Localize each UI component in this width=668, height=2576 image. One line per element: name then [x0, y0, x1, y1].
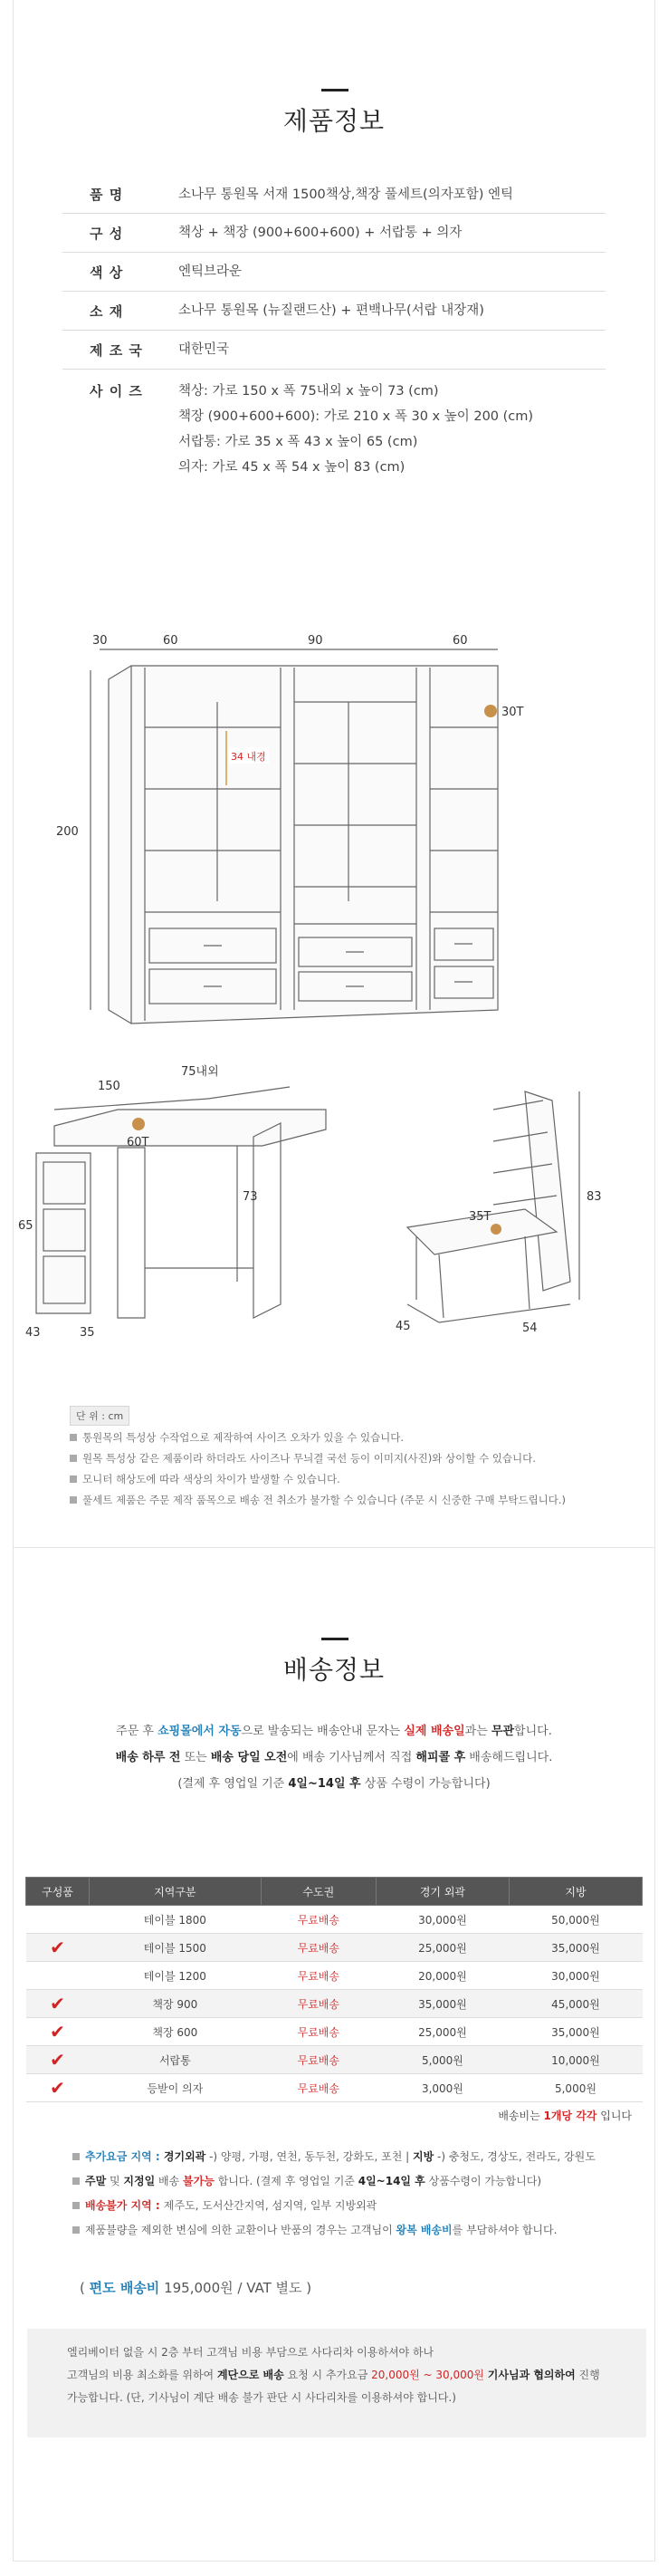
dim-line: [439, 1304, 570, 1322]
table-cell: 10,000원: [509, 2046, 642, 2074]
text: 및: [106, 2175, 124, 2187]
spec-line: 소나무 통원목 서재 1500책상,책장 풀세트(의자포함) 엔틱: [178, 187, 514, 202]
chair-back-post: [525, 1091, 570, 1291]
dim-line: [407, 1304, 439, 1322]
text-highlight: 해피콜 후: [415, 1751, 466, 1764]
unit-tag: 단 위 : cm: [70, 1406, 129, 1426]
text: 배송비는: [498, 2110, 544, 2122]
text-highlight: 쇼핑몰에서 자동: [157, 1725, 242, 1738]
check-cell: [26, 1962, 90, 1990]
dim-w2-label: 90: [308, 634, 323, 648]
text-highlight: 계단으로 배송: [216, 2369, 284, 2381]
each-note: [498, 2108, 632, 2123]
spec-value: [178, 379, 606, 480]
table-header: 지방: [509, 1878, 642, 1906]
check-cell: [26, 1906, 90, 1934]
spec-label: 품 명: [90, 187, 124, 203]
text: 배송해드립니다.: [465, 1751, 553, 1764]
info-line: [72, 2218, 652, 2243]
dim-height-label: 200: [56, 825, 79, 839]
notes: [70, 1427, 649, 1511]
stair-delivery-box: [27, 2329, 646, 2437]
table-row: [26, 1906, 643, 1934]
desk-drawing: [36, 1087, 326, 1318]
table-row: [26, 1934, 643, 1962]
table-cell: 30,000원: [376, 1906, 509, 1934]
square-bullet-icon: [72, 2202, 80, 2209]
table-header: 수도권: [261, 1878, 376, 1906]
delivery-intro-3: [0, 1773, 668, 1791]
table-cell: 35,000원: [376, 1990, 509, 2018]
square-bullet-icon: [72, 2226, 80, 2234]
table-row: [26, 2018, 643, 2046]
text: 를 부담하셔야 합니다.: [452, 2224, 558, 2236]
bookshelf-drawing: [91, 649, 498, 1024]
note-text: 풀세트 제품은 주문 제작 품목으로 배송 전 취소가 불가할 수 있습니다 (주문 시 신중한 구매 부탁드립니다.): [82, 1494, 567, 1506]
wood-dot: [491, 1224, 501, 1235]
text: 제주도, 도서산간지역, 섬지역, 일부 지방외곽: [163, 2199, 377, 2212]
table-cell: 35,000원: [509, 2018, 642, 2046]
text: -) 충청도, 경상도, 전라도, 강원도: [434, 2150, 596, 2163]
note-item: [70, 1448, 649, 1469]
info-line: [72, 2145, 652, 2169]
table-cell: 테이블 1500: [90, 1934, 262, 1962]
chair-thickness-label: 35T: [469, 1210, 491, 1224]
product-section-title: 제품정보: [282, 106, 386, 136]
spec-row-material: [62, 292, 606, 331]
dim-line: [208, 1087, 290, 1099]
square-bullet-icon: [70, 1496, 77, 1504]
table-cell: 5,000원: [376, 2046, 509, 2074]
wood-dot: [484, 705, 497, 717]
shelf-body: [109, 666, 498, 1024]
box-line: [67, 2364, 606, 2387]
delivery-info: [72, 2145, 652, 2243]
chair-leg: [525, 1236, 530, 1309]
note-item: [70, 1427, 649, 1448]
desk-width-label: 150: [98, 1080, 120, 1093]
text: 제품불량을 제외한 변심에 의한 교환이나 반품의 경우는 고객님이: [85, 2224, 396, 2236]
square-bullet-icon: [72, 2177, 80, 2185]
table-cell: 5,000원: [509, 2074, 642, 2102]
spec-row-name: [62, 175, 606, 214]
checkmark-icon: ✔: [50, 1937, 65, 1958]
spec-line: 책상 + 책장 (900+600+600) + 서랍통 + 의자: [178, 226, 463, 240]
spec-value: [178, 337, 606, 362]
section-divider: [13, 1547, 655, 1548]
spec-label: 구 성: [90, 225, 124, 242]
check-cell: [26, 2046, 90, 2074]
table-cell: 25,000원: [376, 2018, 509, 2046]
delivery-intro-1: [0, 1721, 668, 1738]
chair-depth-label: 45: [396, 1320, 411, 1333]
table-row: [26, 1962, 643, 1990]
text: 요청 시 추가요금: [283, 2369, 372, 2381]
desk-depth-label: 75내외: [181, 1065, 219, 1079]
check-cell: [26, 1934, 90, 1962]
text-highlight: 추가요금 지역 :: [85, 2150, 164, 2163]
text-highlight: 지방: [413, 2150, 434, 2163]
spec-line: 책장 (900+600+600): 가로 210 x 폭 30 x 높이 200 (cm): [178, 409, 534, 424]
table-cell: 무료배송: [261, 1990, 376, 2018]
text-highlight: 1개당 각각: [543, 2110, 597, 2122]
table-cell: 30,000원: [509, 1962, 642, 1990]
spec-row-size: [62, 370, 606, 485]
section-bar: [321, 1638, 348, 1640]
table-cell: 45,000원: [509, 1990, 642, 2018]
text: 고객님의 비용 최소화를 위하여: [67, 2369, 217, 2381]
spec-line: 의자: 가로 45 x 폭 54 x 높이 83 (cm): [178, 460, 406, 475]
delivery-section-title: 배송정보: [282, 1655, 386, 1685]
spec-line: 대한민국: [178, 342, 230, 357]
check-cell: [26, 2018, 90, 2046]
wood-dot: [132, 1118, 145, 1130]
info-line: [72, 2194, 652, 2218]
chair-width-label: 54: [522, 1322, 538, 1335]
spec-value: [178, 259, 606, 284]
text: 195,000원 / VAT 별도 ): [159, 2280, 312, 2296]
text: 에 배송 기사님께서 직접: [287, 1751, 416, 1764]
text: (: [80, 2280, 90, 2296]
table-cell: 등받이 의자: [90, 2074, 262, 2102]
table-body: [26, 1906, 643, 2102]
text-highlight: 배송 하루 전: [115, 1751, 181, 1764]
square-bullet-icon: [70, 1434, 77, 1441]
text: 배송: [155, 2175, 184, 2187]
spec-line: 서랍통: 가로 35 x 폭 43 x 높이 65 (cm): [178, 435, 418, 449]
drawer-height-label: 65: [18, 1219, 33, 1233]
drawer-depth-label: 43: [25, 1326, 41, 1340]
table-cell: 테이블 1800: [90, 1906, 262, 1934]
dim-line: [54, 1099, 208, 1110]
text-highlight: 실제 배송일: [404, 1725, 465, 1738]
text-highlight: 편도 배송비: [89, 2280, 160, 2296]
chair-drawing: [407, 1091, 579, 1322]
inner-dim-label: 34 내경: [231, 751, 266, 763]
spec-label: 제 조 국: [90, 341, 143, 359]
chair-leg: [439, 1254, 444, 1318]
text-highlight: 주말: [85, 2175, 107, 2187]
drawer-width-label: 35: [80, 1326, 95, 1340]
spec-label: 사 이 즈: [90, 383, 143, 399]
table-cell: 무료배송: [261, 2046, 376, 2074]
text: (결제 후 영업일 기준: [177, 1777, 289, 1791]
text-highlight: 왕복 배송비: [396, 2224, 453, 2236]
text-highlight: 무관: [491, 1725, 515, 1738]
spec-label: 색 상: [90, 264, 124, 281]
checkmark-icon: ✔: [50, 1993, 65, 2014]
desk-height-label: 73: [243, 1190, 258, 1204]
drawer-unit: [36, 1153, 91, 1313]
text-highlight: 4일~14일 후: [358, 2175, 425, 2187]
text-highlight: 20,000원 ~ 30,000원: [371, 2369, 484, 2381]
table-cell: 25,000원: [376, 1934, 509, 1962]
note-text: 모니터 해상도에 따라 색상의 차이가 발생할 수 있습니다.: [82, 1473, 340, 1485]
dim-w1-label: 60: [163, 634, 178, 648]
text-highlight: 4일~14일 후: [288, 1777, 361, 1791]
shipping-table: [25, 1877, 643, 2102]
text: 합니다. (결제 후 영업일 기준: [214, 2175, 358, 2187]
text-highlight: 배송불가 지역 :: [85, 2199, 164, 2212]
table-row: [26, 2046, 643, 2074]
chair-height-label: 83: [587, 1190, 602, 1204]
delivery-intro-2: [0, 1747, 668, 1764]
table-cell: 35,000원: [509, 1934, 642, 1962]
spec-line: 책상: 가로 150 x 폭 75내외 x 높이 73 (cm): [178, 384, 439, 399]
spec-line: 소나무 통원목 (뉴질랜드산) + 편백나무(서랍 내장재): [178, 303, 484, 318]
one-way-fee: [80, 2278, 311, 2297]
table-cell: 무료배송: [261, 1906, 376, 1934]
chair-dim-labels: [396, 1190, 602, 1335]
text: 과는: [464, 1725, 491, 1738]
check-cell: [26, 2074, 90, 2102]
text-highlight: 불가능: [183, 2175, 215, 2187]
note-text: 통원목의 특성상 수작업으로 제작하여 사이즈 오차가 있을 수 있습니다.: [82, 1431, 405, 1444]
checkmark-icon: ✔: [50, 2077, 65, 2099]
text: 상품수령이 가능합니다): [425, 2175, 542, 2187]
text: 주문 후: [116, 1725, 158, 1738]
table-cell: 무료배송: [261, 2074, 376, 2102]
table-header-row: [26, 1878, 643, 1906]
dim-w3-label: 60: [453, 634, 468, 648]
spec-value: [178, 220, 606, 245]
table-cell: 책장 600: [90, 2018, 262, 2046]
table-row: [26, 2074, 643, 2102]
spec-line: 엔틱브라운: [178, 264, 243, 279]
note-item: [70, 1490, 649, 1511]
note-text: 원목 특성상 같은 제품이라 하더라도 사이즈나 무늬결 국선 등이 이미지(사진)와 상이할 수 있습니다.: [82, 1452, 536, 1465]
spec-row-color: [62, 253, 606, 292]
dimension-drawing: [18, 630, 634, 1340]
text: 상품 수령이 가능합니다): [360, 1777, 491, 1791]
square-bullet-icon: [72, 2153, 80, 2160]
table-cell: 테이블 1200: [90, 1962, 262, 1990]
text-highlight: 기사님과 협의하여: [487, 2369, 576, 2381]
checkmark-icon: ✔: [50, 2021, 65, 2043]
table-cell: 3,000원: [376, 2074, 509, 2102]
table-cell: 책장 900: [90, 1990, 262, 2018]
table-row: [26, 1990, 643, 2018]
table-cell: 무료배송: [261, 1962, 376, 1990]
spec-label: 소 재: [90, 303, 124, 320]
square-bullet-icon: [70, 1455, 77, 1462]
table-cell: 50,000원: [509, 1906, 642, 1934]
text: 합니다.: [514, 1725, 552, 1738]
table-cell: 무료배송: [261, 2018, 376, 2046]
desk-top: [54, 1110, 326, 1146]
text: 진행: [575, 2369, 600, 2381]
square-bullet-icon: [70, 1475, 77, 1483]
spec-row-origin: [62, 331, 606, 370]
desk-leg: [253, 1123, 281, 1318]
note-item: [70, 1469, 649, 1490]
info-line: [72, 2169, 652, 2194]
checkmark-icon: ✔: [50, 2049, 65, 2071]
box-line: 가능합니다. (단, 기사님이 계단 배송 불가 판단 시 사다리차를 이용하셔야 합니다.): [67, 2391, 456, 2404]
text-highlight: 배송 당일 오전: [210, 1751, 288, 1764]
desk-thickness-label: 60T: [127, 1136, 149, 1149]
table-header: 지역구분: [90, 1878, 262, 1906]
text-highlight: 지정일: [123, 2175, 156, 2187]
spec-value: [178, 298, 606, 323]
dim-depth-label: 30: [92, 634, 108, 648]
table-header: 구성품: [26, 1878, 90, 1906]
table-cell: 서랍통: [90, 2046, 262, 2074]
text: 으로 발송되는 배송안내 문자는: [241, 1725, 405, 1738]
text: 입니다: [596, 2110, 632, 2122]
box-line: 엘리베이터 없을 시 2층 부터 고객님 비용 부담으로 사다리차 이용하셔야 하나: [67, 2346, 434, 2359]
spec-table: [62, 175, 606, 485]
spec-value: [178, 182, 606, 207]
section-bar: [321, 89, 348, 91]
table-cell: 무료배송: [261, 1934, 376, 1962]
text-highlight: 경기외곽: [163, 2150, 206, 2163]
text: -) 양평, 가평, 연천, 동두천, 강화도, 포천 |: [205, 2150, 414, 2163]
table-cell: 20,000원: [376, 1962, 509, 1990]
check-cell: [26, 1990, 90, 2018]
table-header: 경기 외곽: [376, 1878, 509, 1906]
dim-thickness-label: 30T: [501, 706, 524, 719]
desk-leg: [118, 1148, 145, 1318]
spec-row-composition: [62, 214, 606, 253]
text: 또는: [180, 1751, 211, 1764]
